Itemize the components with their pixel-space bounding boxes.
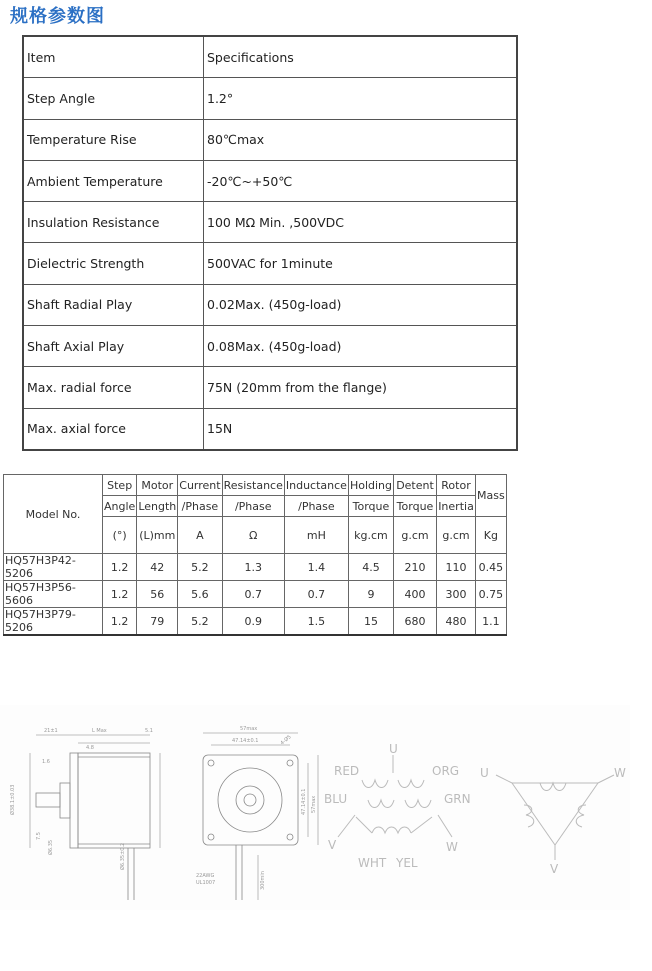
unit-cell: g.cm [437, 517, 476, 554]
header-cell: Inductance [284, 475, 348, 496]
unit-cell: mH [284, 517, 348, 554]
table-cell: 5.2 [178, 608, 222, 636]
table-cell: 5.6 [178, 581, 222, 608]
table-cell: 1.4 [284, 554, 348, 581]
spec-item-cell: Temperature Rise [23, 119, 204, 160]
table-cell: 210 [394, 554, 437, 581]
spec-item-cell: Shaft Radial Play [23, 284, 204, 325]
dim-label: 21±1 [44, 728, 58, 734]
table-cell: 1.2 [103, 608, 137, 636]
model-name-cell: HQ57H3P79-5206 [4, 608, 103, 636]
motor-drawing-svg [0, 705, 630, 910]
dim-label: 57max [240, 726, 258, 732]
unit-cell: kg.cm [348, 517, 393, 554]
dim-label: 4-Ø5 [279, 734, 293, 747]
table-cell: 42 [137, 554, 178, 581]
table-cell: 4.5 [348, 554, 393, 581]
table-row [23, 78, 517, 119]
spec-value-cell: 80℃max [204, 119, 518, 160]
table-header-row [4, 475, 507, 496]
table-cell: 110 [437, 554, 476, 581]
wire-label: W [614, 766, 626, 780]
dim-label: 1.6 [42, 759, 50, 765]
wire-label: GRN [444, 792, 471, 806]
spec-item-cell: Insulation Resistance [23, 202, 204, 243]
dim-label: 300min [260, 871, 266, 890]
header-cell: Detent [394, 475, 437, 496]
table-cell: 400 [394, 581, 437, 608]
header-cell: Step [103, 475, 137, 496]
table-row [23, 408, 517, 450]
spec-item-cell: Dielectric Strength [23, 243, 204, 284]
header-cell: Rotor [437, 475, 476, 496]
table-cell: 1.2 [103, 554, 137, 581]
motor-drawing [0, 705, 630, 910]
table-cell: 1.1 [476, 608, 507, 636]
unit-cell: Kg [476, 517, 507, 554]
table-row [4, 554, 507, 581]
table-row [23, 36, 517, 78]
unit-cell: Ω [222, 517, 284, 554]
header-cell: Mass [476, 475, 507, 517]
wire-label: YEL [396, 856, 418, 870]
wire-label: V [550, 862, 559, 876]
wire-label: RED [334, 764, 360, 778]
wire-label: BLU [324, 792, 348, 806]
header-cell: Angle [103, 496, 137, 517]
table-row [23, 202, 517, 243]
table-cell: 0.9 [222, 608, 284, 636]
model-table [3, 474, 507, 636]
unit-cell: (°) [103, 517, 137, 554]
dim-label: Ø6.35 [48, 839, 54, 855]
table-cell: 680 [394, 608, 437, 636]
header-cell: /Phase [178, 496, 222, 517]
dim-label: Ø38.1±0.03 [10, 784, 16, 815]
spec-value-cell: 15N [204, 408, 518, 450]
table-row [4, 581, 507, 608]
table-cell: 0.75 [476, 581, 507, 608]
header-cell: Current [178, 475, 222, 496]
wire-label: W [446, 840, 458, 854]
dim-label: UL1007 [196, 880, 216, 886]
header-cell: Torque [394, 496, 437, 517]
dim-label: 57max [311, 795, 317, 813]
dim-label: 5.1 [145, 728, 153, 734]
model-name-cell: HQ57H3P56-5606 [4, 581, 103, 608]
table-cell: 1.2 [103, 581, 137, 608]
table-row [23, 119, 517, 160]
header-cell: /Phase [284, 496, 348, 517]
table-cell: 1.3 [222, 554, 284, 581]
table-row [23, 284, 517, 325]
header-cell: Length [137, 496, 178, 517]
header-cell: Motor [137, 475, 178, 496]
unit-cell: g.cm [394, 517, 437, 554]
table-cell: 300 [437, 581, 476, 608]
dim-label: L Max [92, 728, 107, 734]
spec-value-cell: 0.08Max. (450g-load) [204, 326, 518, 367]
spec-table [22, 35, 518, 451]
unit-cell: A [178, 517, 222, 554]
wire-label: WHT [358, 856, 387, 870]
spec-value-cell: 500VAC for 1minute [204, 243, 518, 284]
table-cell: 0.7 [222, 581, 284, 608]
spec-item-cell: Item [23, 36, 204, 78]
spec-value-cell: -20℃~+50℃ [204, 160, 518, 201]
spec-item-cell: Shaft Axial Play [23, 326, 204, 367]
spec-item-cell: Ambient Temperature [23, 160, 204, 201]
spec-value-cell: 100 MΩ Min. ,500VDC [204, 202, 518, 243]
model-header-cell: Model No. [4, 475, 103, 554]
page-title: 规格参数图 [10, 6, 105, 27]
header-cell: Torque [348, 496, 393, 517]
unit-cell: (L)mm [137, 517, 178, 554]
table-row [23, 160, 517, 201]
spec-item-cell: Step Angle [23, 78, 204, 119]
header-cell: Resistance [222, 475, 284, 496]
wire-label: U [389, 742, 398, 756]
table-row [23, 326, 517, 367]
table-row [23, 367, 517, 408]
dim-label: Ø6.35±0.2 [120, 842, 126, 870]
dim-label: 47.14±0.1 [301, 788, 307, 815]
table-row [23, 243, 517, 284]
spec-item-cell: Max. axial force [23, 408, 204, 450]
header-cell: Holding [348, 475, 393, 496]
table-row [4, 608, 507, 636]
dim-label: 4.8 [86, 745, 94, 751]
table-cell: 5.2 [178, 554, 222, 581]
table-cell: 0.7 [284, 581, 348, 608]
spec-value-cell: 75N (20mm from the flange) [204, 367, 518, 408]
table-cell: 480 [437, 608, 476, 636]
spec-value-cell: 1.2° [204, 78, 518, 119]
model-name-cell: HQ57H3P42-5206 [4, 554, 103, 581]
table-cell: 9 [348, 581, 393, 608]
table-cell: 79 [137, 608, 178, 636]
wire-label: V [328, 838, 337, 852]
header-cell: Inertia [437, 496, 476, 517]
spec-value-cell: Specifications [204, 36, 518, 78]
table-cell: 15 [348, 608, 393, 636]
spec-item-cell: Max. radial force [23, 367, 204, 408]
wire-label: U [480, 766, 489, 780]
table-cell: 0.45 [476, 554, 507, 581]
table-cell: 56 [137, 581, 178, 608]
spec-value-cell: 0.02Max. (450g-load) [204, 284, 518, 325]
wire-label: ORG [432, 764, 460, 778]
dim-label: 47.14±0.1 [232, 738, 259, 744]
header-cell: /Phase [222, 496, 284, 517]
table-cell: 1.5 [284, 608, 348, 636]
dim-label: 7.5 [36, 832, 42, 840]
dim-label: 22AWG [196, 873, 215, 879]
